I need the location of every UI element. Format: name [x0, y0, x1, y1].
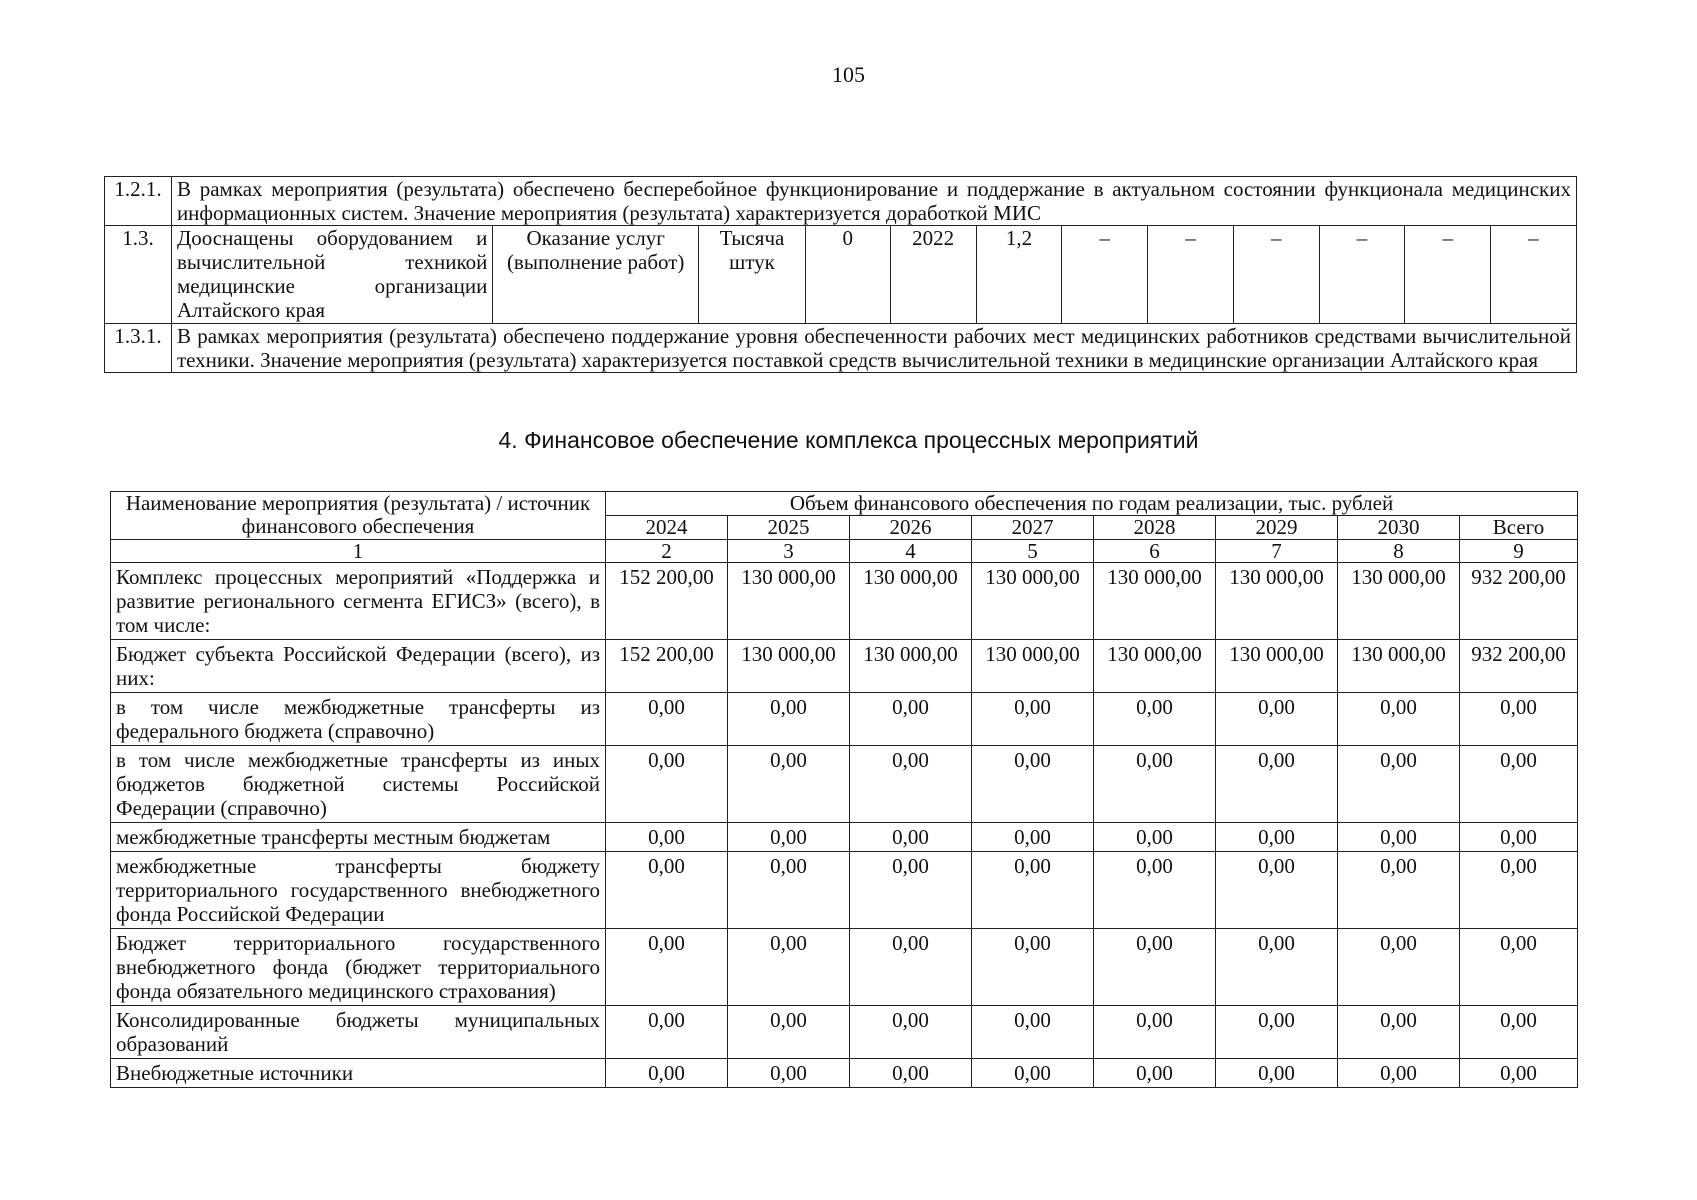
table-row	[111, 693, 1578, 746]
year-amount: 0,00	[1216, 823, 1338, 852]
year-amount: 0,00	[1216, 746, 1338, 823]
column-number: 6	[1094, 540, 1216, 563]
year-value: –	[1491, 226, 1577, 324]
year-amount: 0,00	[850, 823, 972, 852]
year-header: 2025	[728, 516, 850, 540]
source-name: межбюджетные трансферты бюджету территориального государственного внебюджетного фонда Российской Федерации	[111, 852, 606, 929]
year-amount: 0,00	[728, 852, 850, 929]
year-amount: 152 200,00	[606, 640, 728, 693]
year-amount: 0,00	[606, 746, 728, 823]
result-type: Оказание услуг (выполнение работ)	[493, 226, 699, 324]
row-number: 1.3.1.	[105, 324, 172, 373]
total-value: 0,00	[1460, 1059, 1578, 1088]
source-name: Внебюджетные источники	[111, 1059, 606, 1088]
year-amount: 0,00	[972, 823, 1094, 852]
year-amount: 0,00	[1338, 823, 1460, 852]
year-amount: 0,00	[1338, 693, 1460, 746]
year-amount: 0,00	[1216, 1059, 1338, 1088]
source-name: Комплекс процессных мероприятий «Поддержка и развитие регионального сегмента ЕГИСЗ» (всего), в том числе:	[111, 563, 606, 640]
total-value: 0,00	[1460, 929, 1578, 1006]
table-row	[111, 929, 1578, 1006]
total-value: 0,00	[1460, 746, 1578, 823]
year-amount: 0,00	[972, 693, 1094, 746]
year-amount: 0,00	[1094, 693, 1216, 746]
table-row	[111, 563, 1578, 640]
year-amount: 130 000,00	[1216, 563, 1338, 640]
table-row	[111, 640, 1578, 693]
total-value: 0,00	[1460, 1006, 1578, 1059]
year-value: –	[1062, 226, 1148, 324]
year-amount: 0,00	[972, 746, 1094, 823]
year-amount: 0,00	[1094, 746, 1216, 823]
row-number: 1.2.1.	[105, 177, 172, 226]
year-value: –	[1148, 226, 1234, 324]
year-amount: 152 200,00	[606, 563, 728, 640]
column-number: 4	[850, 540, 972, 563]
year-amount: 0,00	[606, 1059, 728, 1088]
table-row	[111, 1059, 1578, 1088]
year-amount: 0,00	[1094, 823, 1216, 852]
year-amount: 0,00	[1216, 693, 1338, 746]
year-amount: 0,00	[850, 1006, 972, 1059]
result-description: В рамках мероприятия (результата) обеспечено бесперебойное функционирование и поддержание в актуальном состоянии функционала медицинских информационных систем. Значение мероприятия (результата) характеризуется доработкой МИС	[171, 177, 1576, 226]
column-number: 9	[1460, 540, 1578, 563]
year-amount: 0,00	[1094, 1006, 1216, 1059]
year-amount: 0,00	[1338, 929, 1460, 1006]
source-name: Консолидированные бюджеты муниципальных образований	[111, 1006, 606, 1059]
year-amount: 130 000,00	[972, 563, 1094, 640]
year-amount: 0,00	[1216, 929, 1338, 1006]
year-amount: 0,00	[728, 746, 850, 823]
year-header: 2024	[606, 516, 728, 540]
year-amount: 0,00	[850, 1059, 972, 1088]
header-row	[111, 492, 1578, 516]
year-amount: 0,00	[850, 693, 972, 746]
year-amount: 0,00	[606, 1006, 728, 1059]
base-value: 0	[805, 226, 890, 324]
table-row	[111, 823, 1578, 852]
total-header: Всего	[1460, 516, 1578, 540]
year-value: –	[1319, 226, 1405, 324]
table-row	[105, 324, 1577, 373]
year-amount: 130 000,00	[850, 640, 972, 693]
source-name: Бюджет территориального государственного внебюджетного фонда (бюджет территориального фонда обязательного медицинского страхования)	[111, 929, 606, 1006]
header-name: Наименование мероприятия (результата) / источник финансового обеспечения	[111, 492, 606, 540]
column-number: 2	[606, 540, 728, 563]
year-amount: 130 000,00	[1338, 563, 1460, 640]
year-header: 2028	[1094, 516, 1216, 540]
year-amount: 0,00	[1094, 1059, 1216, 1088]
source-name: в том числе межбюджетные трансферты из федерального бюджета (справочно)	[111, 693, 606, 746]
year-amount: 0,00	[728, 1006, 850, 1059]
year-amount: 130 000,00	[1338, 640, 1460, 693]
year-amount: 0,00	[1338, 1059, 1460, 1088]
table-row	[105, 177, 1577, 226]
finance-table	[110, 491, 1578, 1088]
year-amount: 0,00	[728, 823, 850, 852]
year-amount: 0,00	[1216, 852, 1338, 929]
year-amount: 0,00	[850, 746, 972, 823]
year-amount: 130 000,00	[1216, 640, 1338, 693]
table-row	[111, 746, 1578, 823]
source-name: межбюджетные трансферты местным бюджетам	[111, 823, 606, 852]
result-description: В рамках мероприятия (результата) обеспечено поддержание уровня обеспеченности рабочих мест медицинских работников средствами вычислительной техники. Значение мероприятия (результата) характеризуется поставкой средств вычислительной техники в медицинские организации Алтайского края	[171, 324, 1576, 373]
year-amount: 130 000,00	[850, 563, 972, 640]
row-number: 1.3.	[105, 226, 172, 324]
column-number: 3	[728, 540, 850, 563]
year-amount: 0,00	[1338, 1006, 1460, 1059]
year-amount: 0,00	[728, 929, 850, 1006]
unit: Тысяча штук	[699, 226, 806, 324]
total-value: 0,00	[1460, 823, 1578, 852]
year-amount: 0,00	[972, 929, 1094, 1006]
table-row	[111, 852, 1578, 929]
year-amount: 130 000,00	[972, 640, 1094, 693]
year-amount: 0,00	[1094, 929, 1216, 1006]
year-amount: 0,00	[1338, 852, 1460, 929]
year-value: –	[1233, 226, 1319, 324]
year-header: 2029	[1216, 516, 1338, 540]
table-row	[111, 1006, 1578, 1059]
column-numbers-row	[111, 540, 1578, 563]
year-amount: 0,00	[606, 693, 728, 746]
year-amount: 0,00	[972, 1059, 1094, 1088]
results-table	[104, 176, 1577, 373]
year-amount: 0,00	[850, 929, 972, 1006]
header-volume: Объем финансового обеспечения по годам реализации, тыс. рублей	[606, 492, 1578, 516]
year-amount: 0,00	[1216, 1006, 1338, 1059]
year-header: 2027	[972, 516, 1094, 540]
page-number: 105	[832, 62, 865, 87]
year-amount: 0,00	[606, 823, 728, 852]
year-value: –	[1405, 226, 1491, 324]
source-name: Бюджет субъекта Российской Федерации (всего), из них:	[111, 640, 606, 693]
section-title: 4. Финансовое обеспечение комплекса процессных мероприятий	[498, 427, 1199, 453]
result-name: Дооснащены оборудованием и вычислительной техникой медицинские организации Алтайского края	[171, 226, 492, 324]
year-amount: 130 000,00	[1094, 563, 1216, 640]
year-amount: 130 000,00	[728, 640, 850, 693]
year-amount: 130 000,00	[728, 563, 850, 640]
year-amount: 0,00	[1094, 852, 1216, 929]
year-amount: 0,00	[728, 1059, 850, 1088]
total-value: 932 200,00	[1460, 563, 1578, 640]
column-number: 1	[111, 540, 606, 563]
year-amount: 0,00	[972, 1006, 1094, 1059]
year-amount: 130 000,00	[1094, 640, 1216, 693]
year-amount: 0,00	[606, 852, 728, 929]
source-name: в том числе межбюджетные трансферты из иных бюджетов бюджетной системы Российской Федерации (справочно)	[111, 746, 606, 823]
column-number: 5	[972, 540, 1094, 563]
year-amount: 0,00	[728, 693, 850, 746]
year-header: 2026	[850, 516, 972, 540]
year-amount: 0,00	[850, 852, 972, 929]
year-amount: 0,00	[606, 929, 728, 1006]
table-row	[105, 226, 1577, 324]
column-number: 8	[1338, 540, 1460, 563]
total-value: 0,00	[1460, 852, 1578, 929]
column-number: 7	[1216, 540, 1338, 563]
total-value: 0,00	[1460, 693, 1578, 746]
year-header: 2030	[1338, 516, 1460, 540]
year-amount: 0,00	[1338, 746, 1460, 823]
total-value: 932 200,00	[1460, 640, 1578, 693]
year-value: 1,2	[976, 226, 1062, 324]
base-year: 2022	[890, 226, 976, 324]
year-amount: 0,00	[972, 852, 1094, 929]
